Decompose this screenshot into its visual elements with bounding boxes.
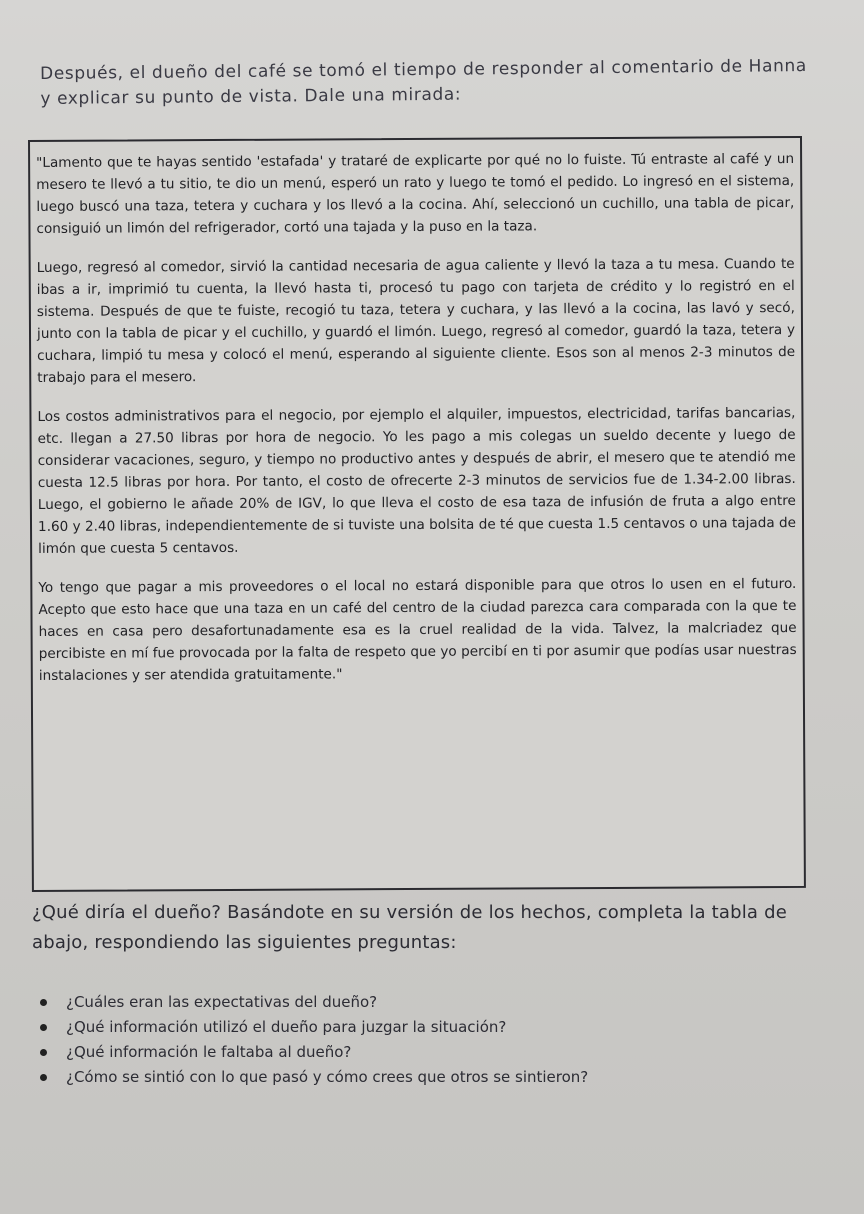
- bullet-icon: [40, 1074, 47, 1081]
- list-item-text: ¿Cuáles eran las expectativas del dueño?: [66, 993, 378, 1011]
- list-item-text: ¿Cómo se sintió con lo que pasó y cómo crees que otros se sintieron?: [66, 1068, 589, 1086]
- quote-paragraph: Luego, regresó al comedor, sirvió la cantidad necesaria de agua caliente y llevó la taza a tu mesa. Cuando te ibas a ir, imprimió tu cuenta, la llevó hasta ti, procesó tu pago con tarjeta de crédito y lo registró en el sistema. Después de que te fuiste, recogió tu taza, tetera y cuchara, y las llevó a la cocina, las lavó y secó, junto con la tabla de picar y el cuchillo, y guardó el limón. Luego, regresó al comedor, guardó la taza, tetera y cuchara, limpió tu mesa y colocó el menú, esperando al siguiente cliente. Esos son al menos 2-3 minutos de trabajo para el mesero.: [36, 255, 796, 386]
- question-prompt: ¿Qué diría el dueño? Basándote en su versión de los hechos, completa la tabla de abajo, respondiendo las siguientes preguntas:: [32, 902, 787, 953]
- list-item: [36, 1065, 816, 1090]
- intro-text: Después, el dueño del café se tomó el tiempo de responder al comentario de Hanna y explicar su punto de vista. Dale una mirada:: [40, 55, 807, 109]
- list-item-text: ¿Qué información utilizó el dueño para juzgar la situación?: [66, 1018, 507, 1036]
- bullet-icon: [40, 999, 47, 1006]
- list-item: [36, 1040, 816, 1065]
- list-item: [36, 990, 816, 1015]
- list-item: [36, 1015, 816, 1040]
- quote-paragraph: Los costos administrativos para el negocio, por ejemplo el alquiler, impuestos, electricidad, tarifas bancarias, etc. llegan a 27.50 libras por hora de negocio. Yo les pago a mis colegas un sueldo decente y luego de considerar vacaciones, seguro, y tiempo no productivo antes y después de abrir, el mesero que te atendió me cuesta 12.5 libras por hora. Por tanto, el costo de ofrecerte 2-3 minutos de servicios fue de 1.34-2.00 libras. Luego, el gobierno le añade 20% de IGV, lo que lleva el costo de esa taza de infusión de fruta a algo entre 1.60 y 2.40 libras, independientemente de si tuviste una bolsita de té que cuesta 1.5 centavos o una tajada de limón que cuesta 5 centavos.: [37, 404, 797, 557]
- bullet-icon: [40, 1024, 47, 1031]
- question-list: [36, 990, 816, 1090]
- quote-paragraph: Yo tengo que pagar a mis proveedores o el local no estará disponible para que otros lo usen en el futuro. Acepto que esto hace que una taza en un café del centro de la ciudad parezca cara comparada con la que te haces en casa pero desafortunadamente esa es la cruel realidad de la vida. Talvez, la malcriadez que percibiste en mí fue provocada por la falta de respeto que yo percibí en ti por asumir que podías usar nuestras instalaciones y ser atendida gratuitamente.": [38, 575, 797, 684]
- list-item-text: ¿Qué información le faltaba al dueño?: [66, 1043, 352, 1061]
- bullet-icon: [40, 1049, 47, 1056]
- quote-paragraph: "Lamento que te hayas sentido 'estafada' y trataré de explicarte por qué no lo fuiste. Tú entraste al café y un mesero te llevó a tu sitio, te dio un menú, esperó un rato y luego te tomó el pedido. Lo ingresó en el sistema, luego buscó una taza, tetera y cuchara y los llevó a la cocina. Ahí, seleccionó un cuchillo, una tabla de picar, consiguió un limón del refrigerador, cortó una tajada y la puso en la taza.: [36, 150, 795, 237]
- owner-reply-box: [28, 136, 806, 892]
